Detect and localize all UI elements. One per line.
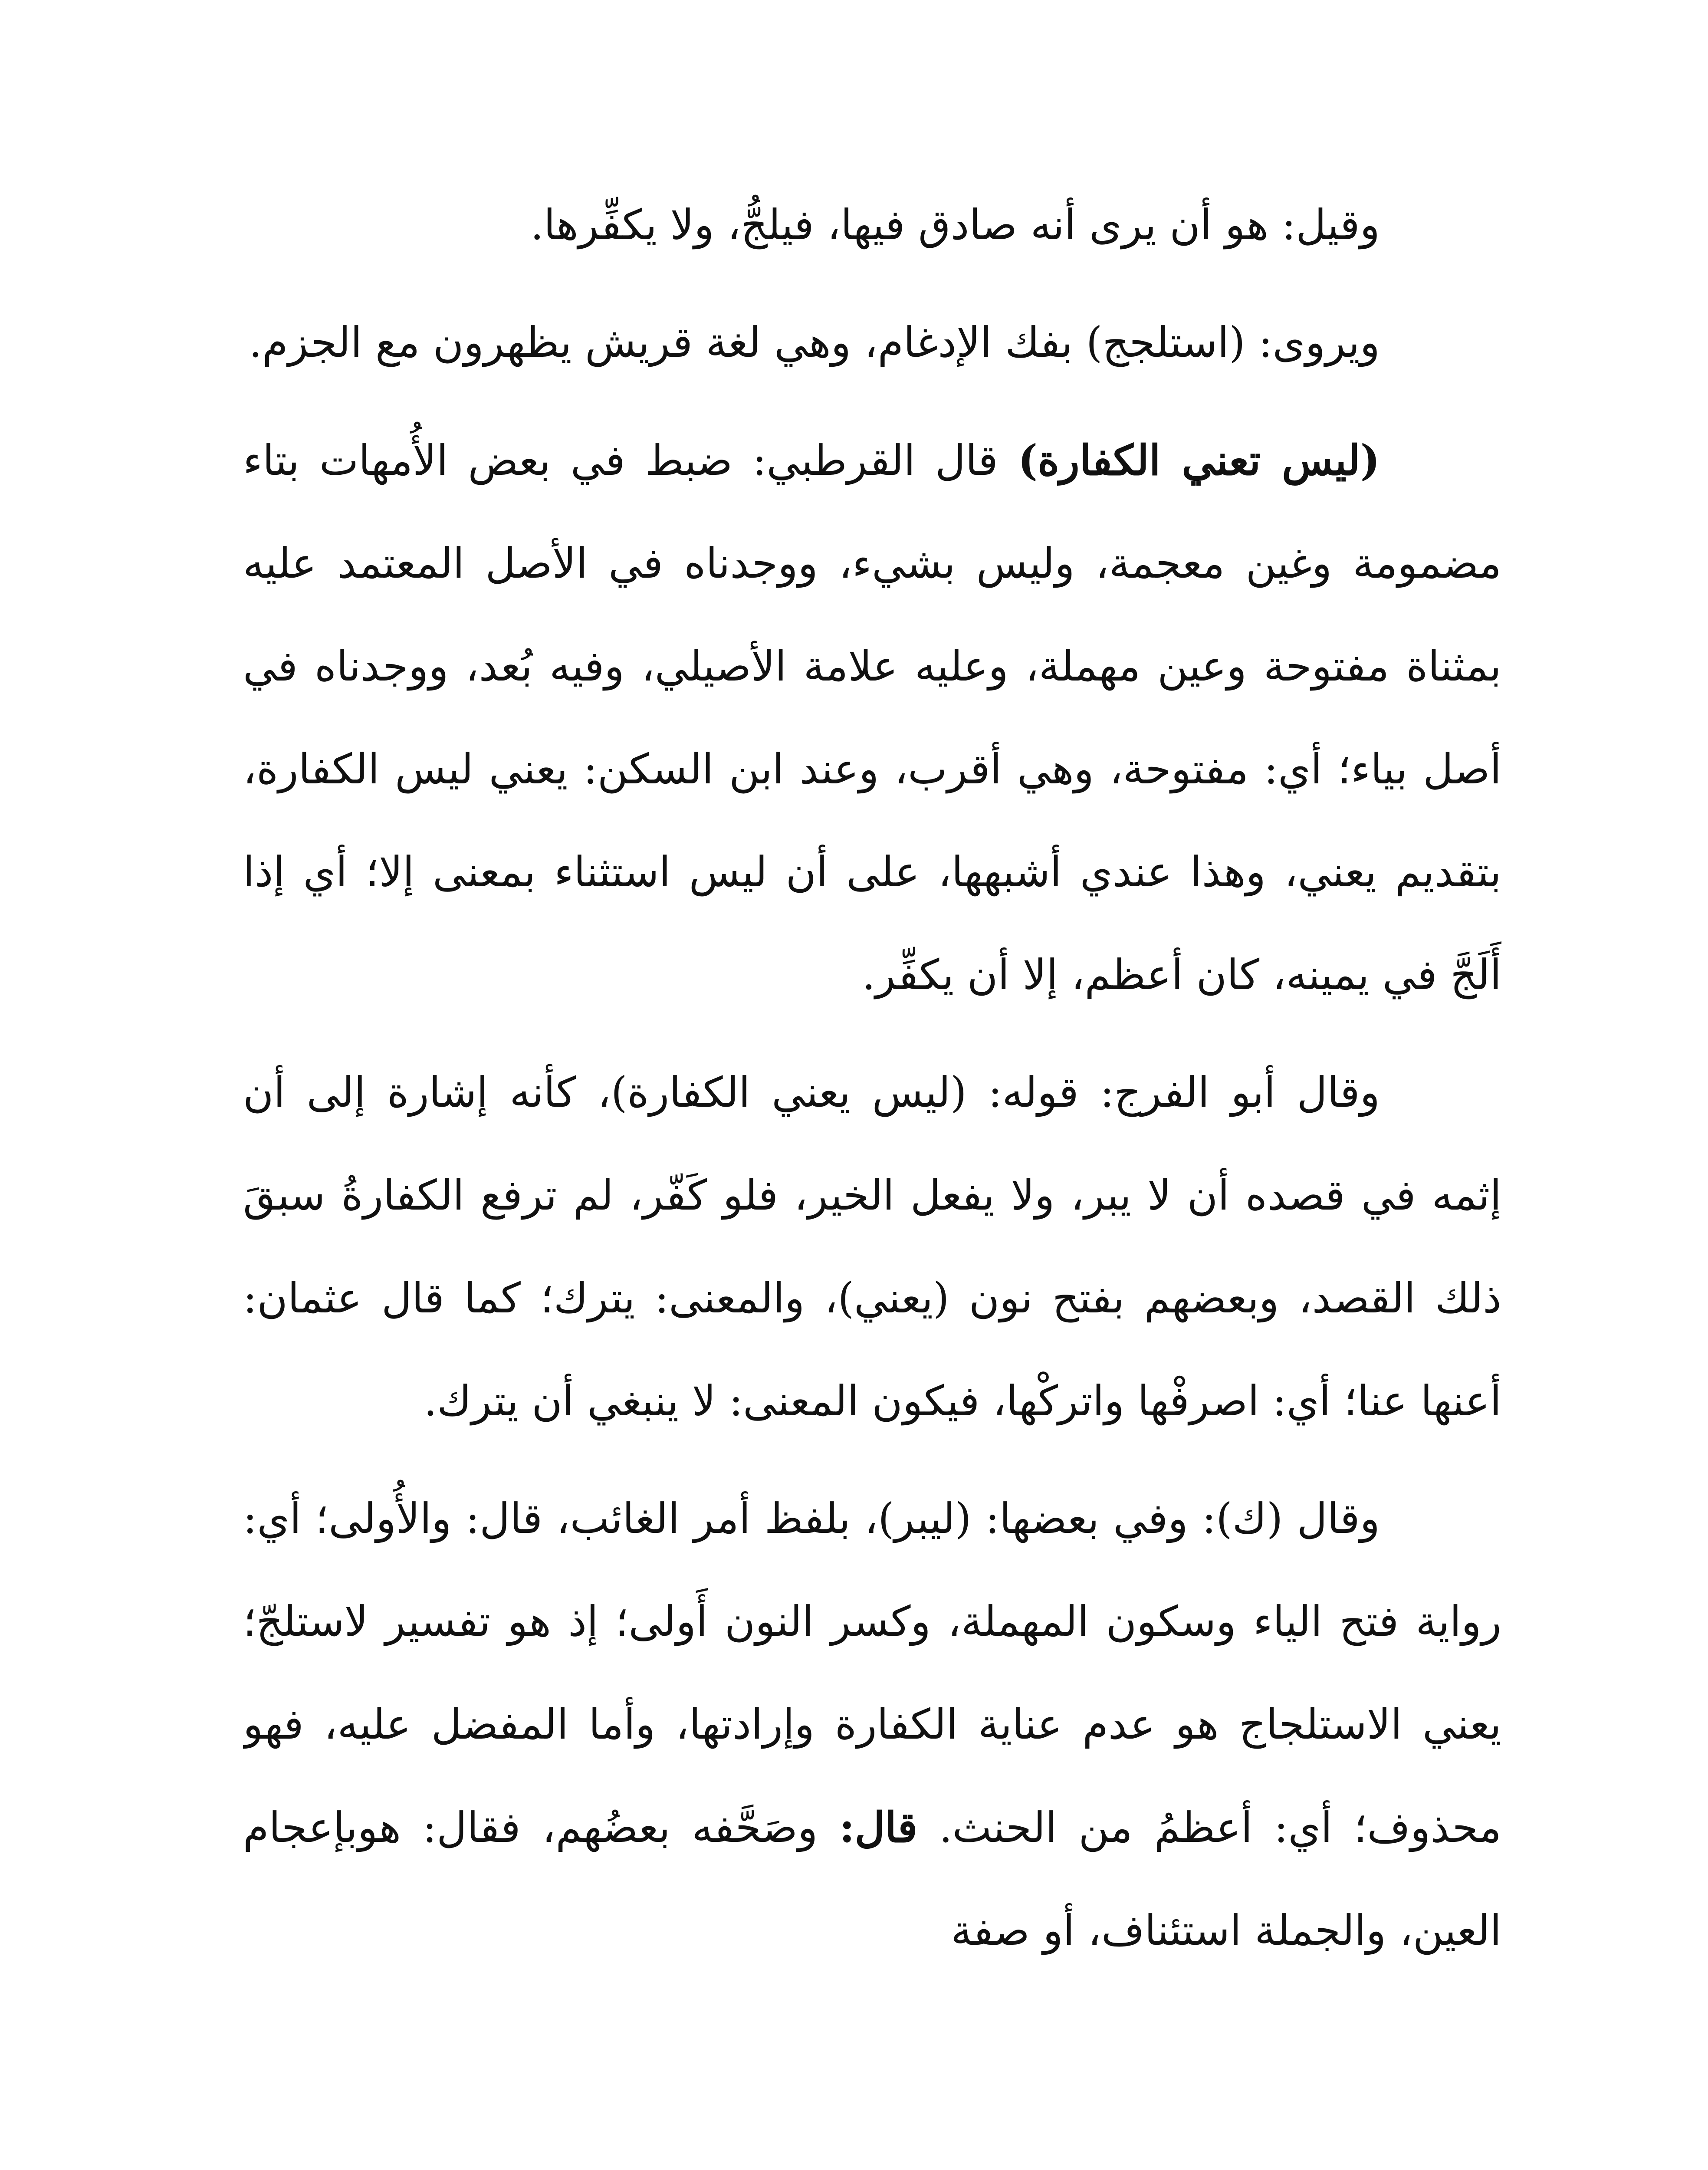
paragraph-1-text: وقيل: هو أن يرى أنه صادق فيها، فيلجُّ، ولا يكفِّرها.	[530, 201, 1380, 249]
paragraph-5	[243, 1467, 1501, 1982]
paragraph-3-text: قال القرطبي: ضبط في بعض الأُمهات بتاء مضمومة وغين معجمة، وليس بشيء، ووجدناه في الأصل المعتمد عليه بمثناة مفتوحة وعين مهملة، وعليه علامة الأصيلي، وفيه بُعد، ووجدناه في أصل بياء؛ أي: مفتوحة، وهي أقرب، وعند ابن السكن: يعني ليس الكفارة، بتقديم يعني، وهذا عندي أشبهها، على أن ليس استثناء بمعنى إلا؛ أي إذا أَلَجَّ في يمينه، كان أعظم، إلا أن يكفِّر.	[243, 436, 1501, 999]
paragraph-5-tail: وصَحَّفه بعضُهم، فقال: هوبإعجام العين، والجملة استئناف، أو صفة	[243, 1803, 1501, 1955]
paragraph-2	[243, 291, 1501, 394]
paragraph-4-text: وقال أبو الفرج: قوله: (ليس يعني الكفارة)، كأنه إشارة إلى أن إثمه في قصده أن لا يبر، ولا يفعل الخير، فلو كَفّر، لم ترفع الكفارةُ سبقَ ذلك القصد، وبعضهم بفتح نون (يعني)، والمعنى: يترك؛ كما قال عثمان: أعنها عنا؛ أي: اصرفْها واتركْها، فيكون المعنى: لا ينبغي أن يترك.	[243, 1068, 1501, 1425]
paragraph-2-text: ويروى: (استلجج) بفك الإدغام، وهي لغة قريش يظهرون مع الجزم.	[249, 318, 1380, 367]
paragraph-5-bold-qala: قال:	[839, 1803, 918, 1852]
paragraph-4	[243, 1041, 1501, 1453]
paragraph-3-lead-heading: (ليس تعني الكفارة)	[1018, 436, 1380, 485]
paragraph-1	[243, 174, 1501, 276]
body-text	[243, 174, 1501, 2170]
paragraph-3	[243, 409, 1501, 1026]
paragraph-5-text: وقال (ك): وفي بعضها: (ليبر)، بلفظ أمر الغائب، قال: والأُولى؛ أي: رواية فتح الياء وسكون المهملة، وكسر النون أَولى؛ إذ هو تفسير لاستلجّ؛ يعني الاستلجاج هو عدم عناية الكفارة وإرادتها، وأما المفضل عليه، فهو محذوف؛ أي: أعظمُ من الحنث.	[243, 1494, 1501, 1852]
